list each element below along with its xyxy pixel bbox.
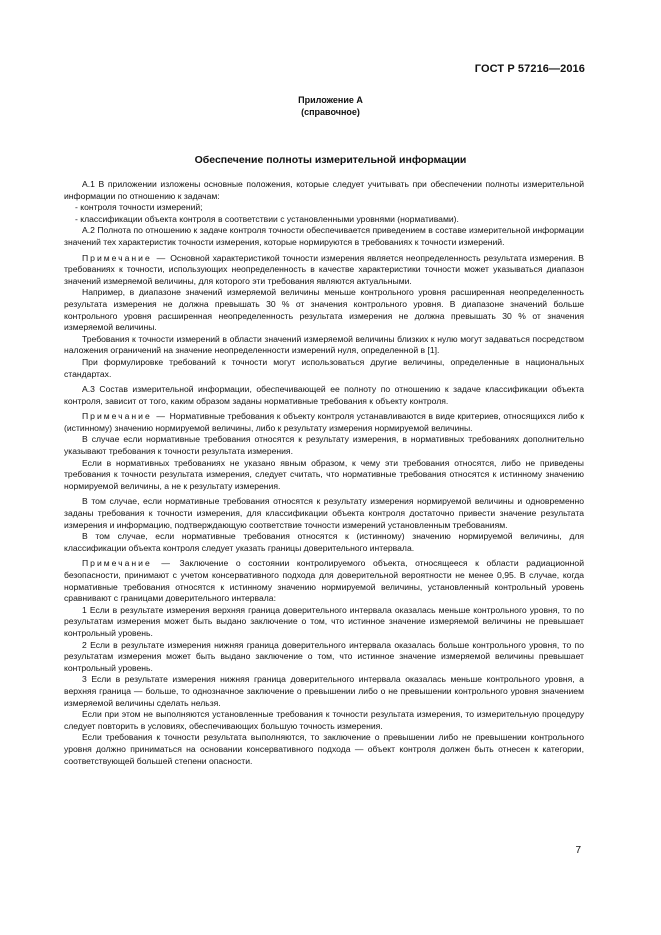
- note-text: Основной характеристикой точности измерения является неопределенность результата измерения. В требованиях к точности, использующих неопределенность в качестве характеристики точности может указываться диапазон значений измеряемой величины, для которого эти требования являются актуальными.: [64, 252, 584, 286]
- document-body: [64, 179, 584, 767]
- list-item: - контроля точности измерений;: [75, 202, 203, 213]
- paragraph: А.3 Состав измерительной информации, обеспечивающей ее полноту по отношению к задаче классификации объекта контроля, зависит от того, каким образом заданы нормативные требования к объекту контроля.: [64, 384, 584, 406]
- note-text: Нормативные требования к объекту контроля устанавливаются в виде критериев, относящихся либо к (истинному) значению нормируемой величины, либо к результату измерения нормируемой величины.: [64, 411, 584, 433]
- paragraph: Если требования к точности результата выполняются, то заключение о превышении либо не превышении контрольного уровня должно приниматься на основании консервативного подхода — объект контроля должен быть отнесен к категории, соответствующей большей степени опасности.: [64, 732, 584, 766]
- annex-title: Приложение А: [298, 95, 363, 105]
- paragraph: Если при этом не выполняются установленные требования к точности результата измерения, то измерительную процедуру следует повторить в условиях, обеспечивающих большую точность измерения.: [64, 709, 584, 731]
- numbered-item: 3 Если в результате измерения нижняя граница доверительного интервала оказалась меньше контрольного уровня, а верхняя граница — больше, то однозначное заключение о превышении либо о не превышении контрольного уровня значением измеряемой величины сделать нельзя.: [64, 674, 584, 708]
- note-label: Примечание —: [82, 411, 167, 422]
- paragraph: Если в нормативных требованиях не указано явным образом, к чему эти требования относятся, либо не приведены требования к точности результата измерения, следует считать, что нормативные требования относятся к истинному значению нормируемой величины, а не к результату измерения.: [64, 457, 584, 491]
- section-heading: Обеспечение полноты измерительной информации: [194, 154, 467, 166]
- note-text: Заключение о состоянии контролируемого объекта, относящееся к области радиационной безопасности, принимают с учетом консервативного подхода для доверительной вероятности не менее 0,95. В случае, когда нормативные требования относятся к истинному значению нормируемой величины, установленный контрольный уровень сравнивают с границами доверительного интервала:: [64, 558, 584, 604]
- paragraph: Например, в диапазоне значений измеряемой величины меньше контрольного уровня расширенная неопределенность результата измерения не должна превышать 30 % от значения контрольного уровня. В диапазоне значений больше контрольного уровня расширенная неопределенность результата измерения не должна превышать 30 % от значения измеряемой величины.: [64, 287, 584, 333]
- list-item: - классификации объекта контроля в соответствии с установленными уровнями (нормативами).: [75, 213, 459, 224]
- annex-subtitle: (справочное): [301, 107, 360, 117]
- numbered-item: 2 Если в результате измерения нижняя граница доверительного интервала оказалась больше контрольного уровня, то по результатам измерения может быть выдано заключение о том, что истинное значение измеряемой величины превышает контрольный уровень.: [64, 639, 584, 673]
- paragraph: В случае если нормативные требования относятся к результату измерения, в нормативных требованиях дополнительно указывают требования к точности результата измерения.: [64, 434, 584, 457]
- note-label: Примечание —: [82, 252, 168, 263]
- paragraph: В том случае, если нормативные требования относятся к (истинному) значению нормируемой величины, для классификации объекта контроля следует указать границы доверительного интервала.: [64, 531, 584, 553]
- paragraph: Требования к точности измерений в области значений измеряемой величины близких к нулю могут задаваться посредством наложения ограничений на значение неопределенности измерений нуля, определенной в [1].: [64, 333, 584, 356]
- note-paragraph: [64, 411, 584, 434]
- page-number: 7: [575, 845, 581, 856]
- paragraph: При формулировке требований к точности могут использоваться другие величины, определенные в национальных стандартах.: [64, 356, 584, 379]
- document-code: ГОСТ Р 57216—2016: [474, 63, 585, 75]
- note-paragraph: [64, 253, 584, 288]
- paragraph: А.1 В приложении изложены основные положения, которые следует учитывать при обеспечении полноты измерительной информации по отношению к задачам:: [64, 179, 584, 201]
- numbered-item: 1 Если в результате измерения верхняя граница доверительного интервала оказалась меньше контрольного уровня, то по результатам измерения может быть выдано заключение о том, что истинное значение измеряемой величины не превышает контрольный уровень.: [64, 604, 584, 638]
- note-label: Примечание —: [82, 558, 172, 569]
- paragraph: В том случае, если нормативные требования относятся к результату измерения нормируемой величины и одновременно заданы требования к точности измерения, для классификации объекта контроля достаточно привести значение результата измерения и информацию, подтверждающую соответствие точности измерений установленным требованиям.: [64, 496, 584, 530]
- paragraph: А.2 Полнота по отношению к задаче контроля точности обеспечивается приведением в составе измерительной информации значений тех характеристик точности измерения, которые нормируются в требованиях к точности измерений.: [64, 225, 584, 247]
- note-paragraph: [64, 558, 584, 604]
